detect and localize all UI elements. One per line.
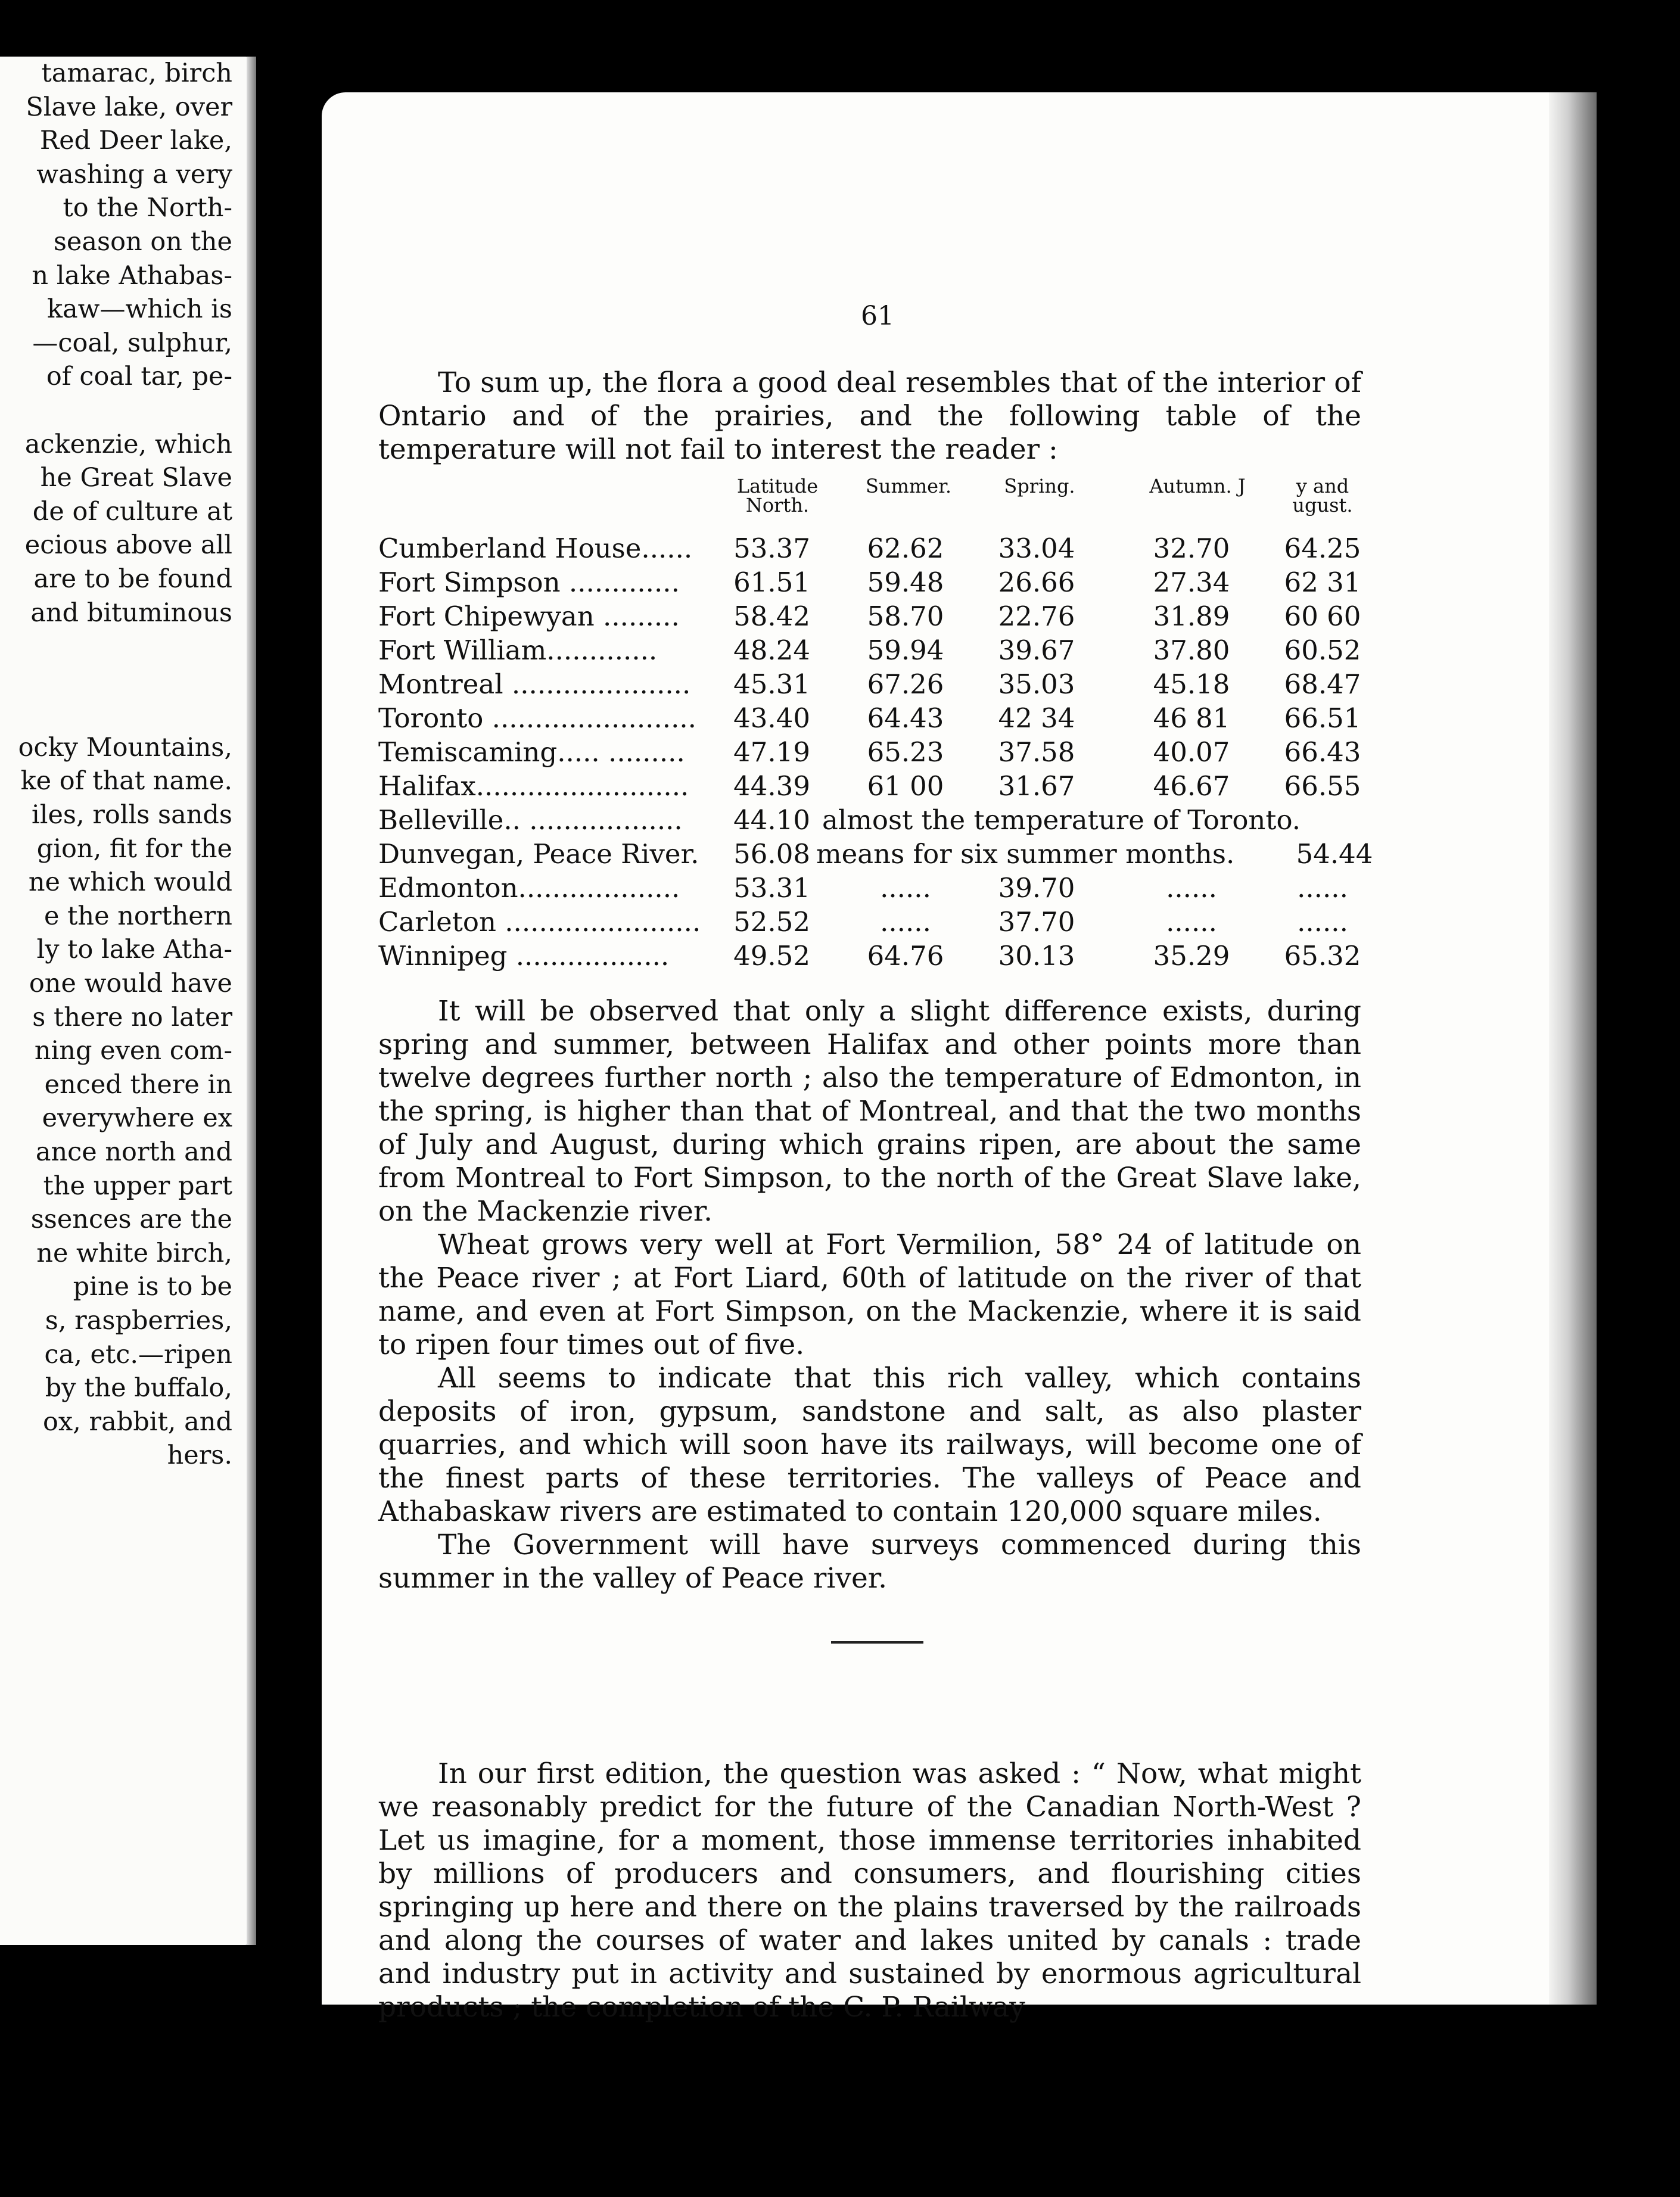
place-name: Edmonton................... [378,872,680,904]
latitude-value: 53.37 [733,533,810,564]
left-page-line: everywhere ex [42,1103,232,1134]
spring-value: 42 34 [998,702,1075,734]
autumn-value: 45.18 [1153,668,1230,700]
left-page-line: iles, rolls sands [31,800,232,830]
final-paragraph-text: In our first edition, the question was asked : “ Now, what might we reasonably predict for the future of the Canadian North-West ? Let us imagine, for a moment, those immense territories inhabited by millions of producers and consumers, and flourishing cities springing up here and there on the plains traversed by the railroads and along the courses of water and lakes united by canals : trade and industry put in activity and sustained by enormous agricultural products ; the completion of the C. P. Railway [378,1757,1361,2024]
autumn-value: ...... [1166,906,1217,938]
left-page-line: ocky Mountains, [18,732,232,763]
left-page-line: are to be found [33,564,232,594]
left-page-line: season on the [53,226,232,257]
latitude-value: 61.51 [733,567,810,598]
spring-value: 39.67 [998,634,1075,666]
left-page-line: ly to lake Atha- [36,935,232,965]
page-edge [1549,92,1597,2005]
place-name: Montreal ..................... [378,668,691,700]
autumn-value: 46.67 [1153,770,1230,802]
latitude-value: 56.08 [733,838,810,870]
autumn-value: 37.80 [1153,634,1230,666]
page-number: 61 [861,301,894,331]
autumn-value: 40.07 [1153,736,1230,768]
left-page-line: ox, rabbit, and [43,1406,232,1437]
table-row [378,633,1370,667]
spring-value: 30.13 [998,940,1075,972]
left-page-line: s, raspberries, [45,1305,232,1336]
summer-value: ...... [880,872,931,904]
table-row [378,905,1370,939]
body-paragraph: Wheat grows very well at Fort Vermilion, 58° 24 of latitude on the Peace river ; at Fort Liard, 60th of latitude on the river of that name, and even at Fort Simpson, on the Mackenzie, where it is said to ripen four times out of five. [378,1228,1361,1361]
table-row [378,531,1370,565]
summer-value: ...... [880,906,931,938]
body-paragraph: It will be observed that only a slight difference exists, during spring and summer, between Halifax and other points more than twelve degrees further north ; also the temperature of Edmonton, in the spring, is higher than that of Montreal, and that the two months of July and August, during which grains ripen, are about the same from Montreal to Fort Simpson, to the north of the Great Slave lake, on the Mackenzie river. [378,995,1361,1228]
table-row [378,837,1373,871]
left-page-line: enced there in [44,1069,232,1100]
july-august-value: 68.47 [1284,668,1361,700]
table-row [378,599,1370,633]
place-name: Belleville.. .................. [378,804,683,836]
latitude-value: 44.39 [733,770,810,802]
place-name: Fort Chipewyan ......... [378,600,680,632]
spring-header: Spring. [1004,475,1075,497]
summer-value: 59.94 [867,634,944,666]
body-paragraph: All seems to indicate that this rich valley, which contains deposits of iron, gypsum, sandstone and salt, as also plaster quarries, and which will soon have its railways, will become one of the finest parts of these territories. The valleys of Peace and Athabaskaw rivers are estimated to contain 120,000 square miles. [378,1362,1361,1528]
book-page [322,92,1597,2024]
july-august-value: 62 31 [1284,567,1361,598]
july-august-value: ...... [1297,906,1348,938]
july-august-value: 54.44 [1296,838,1373,870]
autumn-value: 32.70 [1153,533,1230,564]
left-page-line: by the buffalo, [45,1373,232,1404]
left-page-line [0,394,232,428]
left-page-line [0,630,232,664]
latitude-value: 45.31 [733,668,810,700]
left-page-line: e the northern [43,901,232,931]
left-page-fragment [0,57,256,1945]
july-august-header-line1: y and [1296,475,1349,497]
spring-value: 37.70 [998,906,1075,938]
left-page-line: hers. [167,1440,232,1471]
intro-paragraph [378,366,1361,466]
table-row [378,803,1370,837]
left-page-line: of coal tar, pe- [46,362,232,392]
july-august-value: 60.52 [1284,634,1361,666]
july-august-header [1275,477,1370,515]
place-name: Dunvegan, Peace River. [378,838,699,870]
latitude-value: 58.42 [733,600,810,632]
left-page-line: Red Deer lake, [39,126,232,156]
place-name: Halifax......................... [378,770,689,802]
spring-value: 37.58 [998,736,1075,768]
autumn-value: ...... [1166,872,1217,904]
summer-value: 61 00 [867,770,944,802]
july-august-value: 66.43 [1284,736,1361,768]
left-page-line: ecious above all [24,530,232,561]
left-page-line [0,664,232,698]
latitude-value: 47.19 [733,736,810,768]
intro-text: To sum up, the flora a good deal resembles that of the interior of Ontario and of the prairies, and the following table of the temperature will not fail to interest the reader : [378,366,1361,466]
left-page-line [0,697,232,731]
left-page-line: pine is to be [73,1272,232,1302]
left-page-line: washing a very [36,159,232,189]
latitude-value: 43.40 [733,702,810,734]
july-august-value: 65.32 [1284,940,1361,972]
table-row [378,701,1370,735]
left-page-line: to the North- [63,193,232,223]
spring-value: 35.03 [998,668,1075,700]
table-body-upper [378,531,1370,803]
left-page-line: he Great Slave [40,463,232,493]
spring-value: 22.76 [998,600,1075,632]
table-row [378,667,1370,701]
table-header [378,477,1370,531]
summer-value: 67.26 [867,668,944,700]
summer-value: 59.48 [867,567,944,598]
left-page-line: ne white birch, [36,1238,232,1268]
place-name: Winnipeg .................. [378,940,670,972]
july-august-value: 66.51 [1284,702,1361,734]
temperature-table [378,475,1373,973]
left-page-line: kaw—which is [46,294,232,325]
row-note: almost the temperature of Toronto. [822,804,1301,836]
summer-value: 58.70 [867,600,944,632]
left-page-line: s there no later [32,1002,232,1032]
spring-value: 39.70 [998,872,1075,904]
place-name: Fort Simpson ............. [378,567,680,598]
left-page-line: ke of that name. [20,766,232,796]
place-name: Temiscaming..... ......... [378,736,685,768]
summer-header: Summer. [865,475,952,497]
july-august-value: ...... [1297,872,1348,904]
summer-value: 64.76 [867,940,944,972]
july-august-value: 60 60 [1284,600,1361,632]
summer-value: 64.43 [867,702,944,734]
table-row [378,871,1370,905]
summer-value: 62.62 [867,533,944,564]
left-page-line: the upper part [43,1171,232,1201]
latitude-value: 52.52 [733,906,810,938]
left-page-line: ning even com- [34,1036,232,1066]
table-row [378,939,1370,973]
left-page-line: Slave lake, over [26,92,232,122]
july-august-header-line2: ugust. [1292,494,1353,516]
left-page-line: gion, fit for the [36,833,232,864]
left-page-line: one would have [29,969,232,999]
spring-value: 26.66 [998,567,1075,598]
july-august-value: 64.25 [1284,533,1361,564]
latitude-header-line2: North. [745,494,810,516]
left-page-line: tamarac, birch [41,58,232,88]
autumn-value: 27.34 [1153,567,1230,598]
latitude-value: 49.52 [733,940,810,972]
table-body-lower [378,871,1370,973]
place-name: Cumberland House...... [378,533,693,564]
latitude-value: 53.31 [733,872,810,904]
left-page-line: ca, etc.—ripen [44,1339,232,1370]
left-page-line: de of culture at [32,496,232,527]
left-page-line: ne which would [28,867,232,898]
latitude-value: 44.10 [733,804,810,836]
table-row [378,565,1370,599]
page-gutter-shadow [247,57,256,1945]
place-name: Carleton ....................... [378,906,701,938]
table-row [378,769,1370,803]
row-note: means for six summer months. [816,838,1235,870]
body-paragraphs [378,995,1361,1595]
latitude-header [733,477,822,515]
table-row [378,735,1370,769]
left-page-line: ance north and [35,1137,232,1167]
body-paragraph: The Government will have surveys commenced during this summer in the valley of Peace river. [378,1529,1361,1595]
latitude-header-line1: Latitude [736,475,819,497]
left-page-text [0,57,232,1473]
final-paragraph [378,1757,1361,2024]
latitude-value: 48.24 [733,634,810,666]
place-name: Fort William............. [378,634,658,666]
autumn-header: Autumn. J [1149,475,1246,497]
left-page-line: n lake Athabas- [32,260,232,291]
left-page-line: ssences are the [30,1205,232,1235]
spring-value: 31.67 [998,770,1075,802]
july-august-value: 66.55 [1284,770,1361,802]
autumn-value: 46 81 [1153,702,1230,734]
left-page-line: —coal, sulphur, [32,328,232,358]
place-name: Toronto ........................ [378,702,696,734]
summer-value: 65.23 [867,736,944,768]
autumn-value: 35.29 [1153,940,1230,972]
spring-value: 33.04 [998,533,1075,564]
left-page-line: ackenzie, which [24,429,232,459]
section-divider [831,1641,923,1644]
left-page-line: and bituminous [30,598,232,628]
autumn-value: 31.89 [1153,600,1230,632]
